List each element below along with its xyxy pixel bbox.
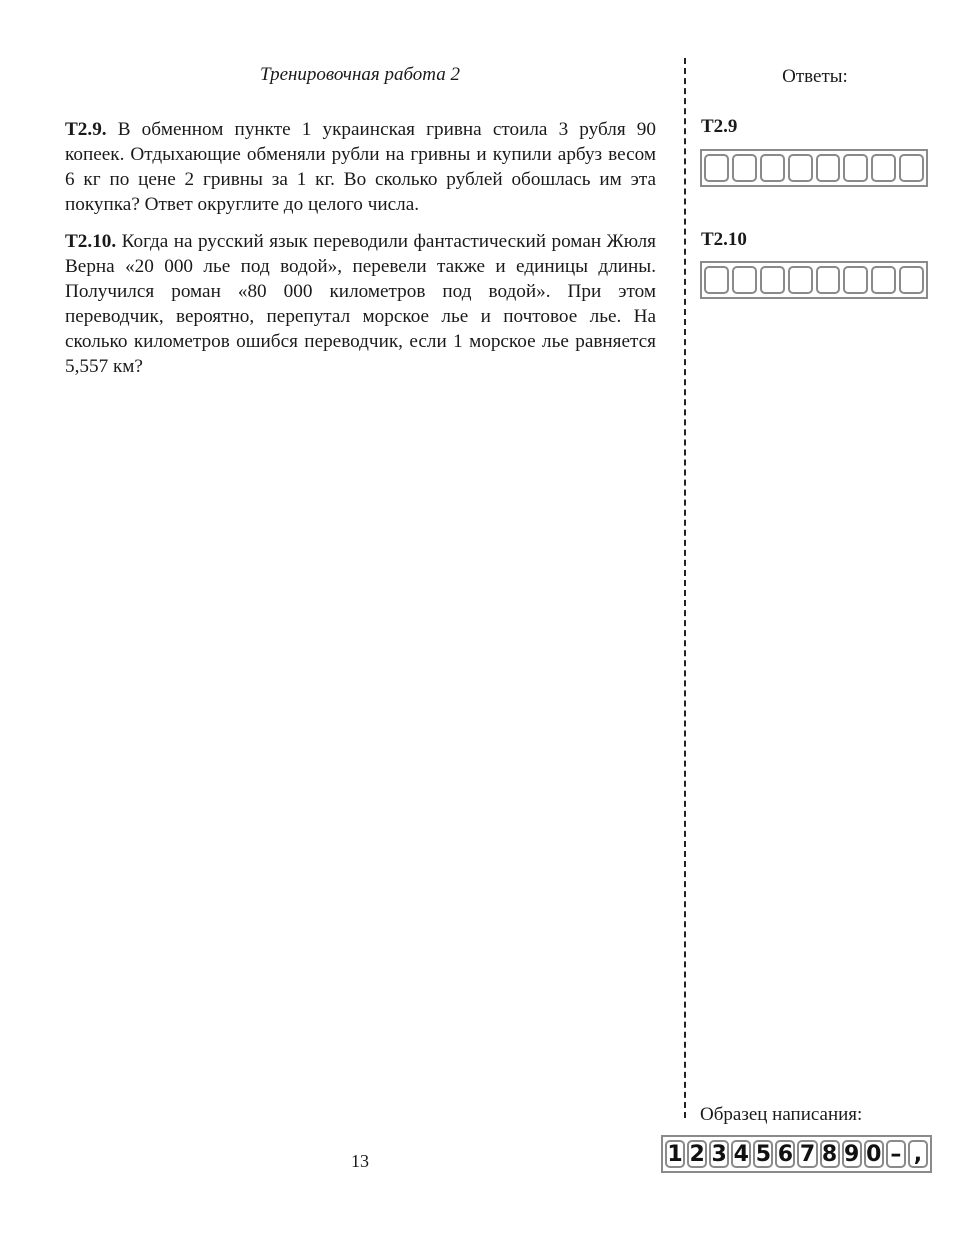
page-number: 13 — [351, 1151, 369, 1171]
answer-cell[interactable] — [899, 266, 924, 294]
task-t2-10 — [65, 229, 656, 379]
answer-cell[interactable] — [843, 154, 868, 182]
task-label: Т2.9. — [65, 119, 107, 140]
answer-cell[interactable] — [816, 154, 841, 182]
sample-char: – — [886, 1140, 906, 1168]
sample-char: 0 — [864, 1140, 884, 1168]
answer-label-t2-10: Т2.10 — [701, 229, 747, 250]
answer-field-t2-9[interactable] — [700, 149, 928, 187]
sample-writing-label: Образец написания: — [700, 1104, 863, 1125]
answer-cell[interactable] — [704, 266, 729, 294]
sample-char: 1 — [665, 1140, 685, 1168]
answer-cell[interactable] — [704, 154, 729, 182]
answer-field-t2-10[interactable] — [700, 261, 928, 299]
answer-cell[interactable] — [760, 266, 785, 294]
answer-cell[interactable] — [788, 266, 813, 294]
cut-line-divider — [684, 58, 686, 1118]
sample-writing-row — [661, 1135, 932, 1173]
answers-column-title: Ответы: — [782, 66, 848, 87]
answer-cell[interactable] — [732, 266, 757, 294]
sample-char: 8 — [820, 1140, 840, 1168]
sample-char: 9 — [842, 1140, 862, 1168]
answer-cell[interactable] — [732, 154, 757, 182]
task-text: Когда на русский язык переводили фантастический роман Жюля Верна «20 000 лье под водой», перевели также и единицы длины. Получился роман «80 000 километров под водой». При этом переводчик, вероятно, перепутал морское лье и почтовое лье. На сколько километров ошибся переводчик, если 1 морское лье равняется 5,557 км? — [65, 231, 657, 377]
sample-char: , — [908, 1140, 928, 1168]
answer-cell[interactable] — [760, 154, 785, 182]
sample-char: 4 — [731, 1140, 751, 1168]
sample-char: 6 — [775, 1140, 795, 1168]
answer-cell[interactable] — [899, 154, 924, 182]
sample-char: 7 — [797, 1140, 817, 1168]
answer-cell[interactable] — [816, 266, 841, 294]
answer-label-t2-9: Т2.9 — [701, 116, 738, 137]
task-text: В обменном пункте 1 украинская гривна стоила 3 рубля 90 копеек. Отдыхающие обменяли рубли на гривны и купили арбуз весом 6 кг по цене 2 гривны за 1 кг. Во сколько рублей обошлась им эта покупка? Ответ округлите до целого числа. — [65, 119, 656, 215]
sample-char: 3 — [709, 1140, 729, 1168]
page-header-title: Тренировочная работа 2 — [259, 64, 461, 85]
sample-char: 5 — [753, 1140, 773, 1168]
answer-cell[interactable] — [788, 154, 813, 182]
answer-cell[interactable] — [843, 266, 868, 294]
task-t2-9 — [65, 117, 656, 217]
answer-cell[interactable] — [871, 266, 896, 294]
answer-cell[interactable] — [871, 154, 896, 182]
sample-char: 2 — [687, 1140, 707, 1168]
task-label: Т2.10. — [65, 231, 117, 252]
